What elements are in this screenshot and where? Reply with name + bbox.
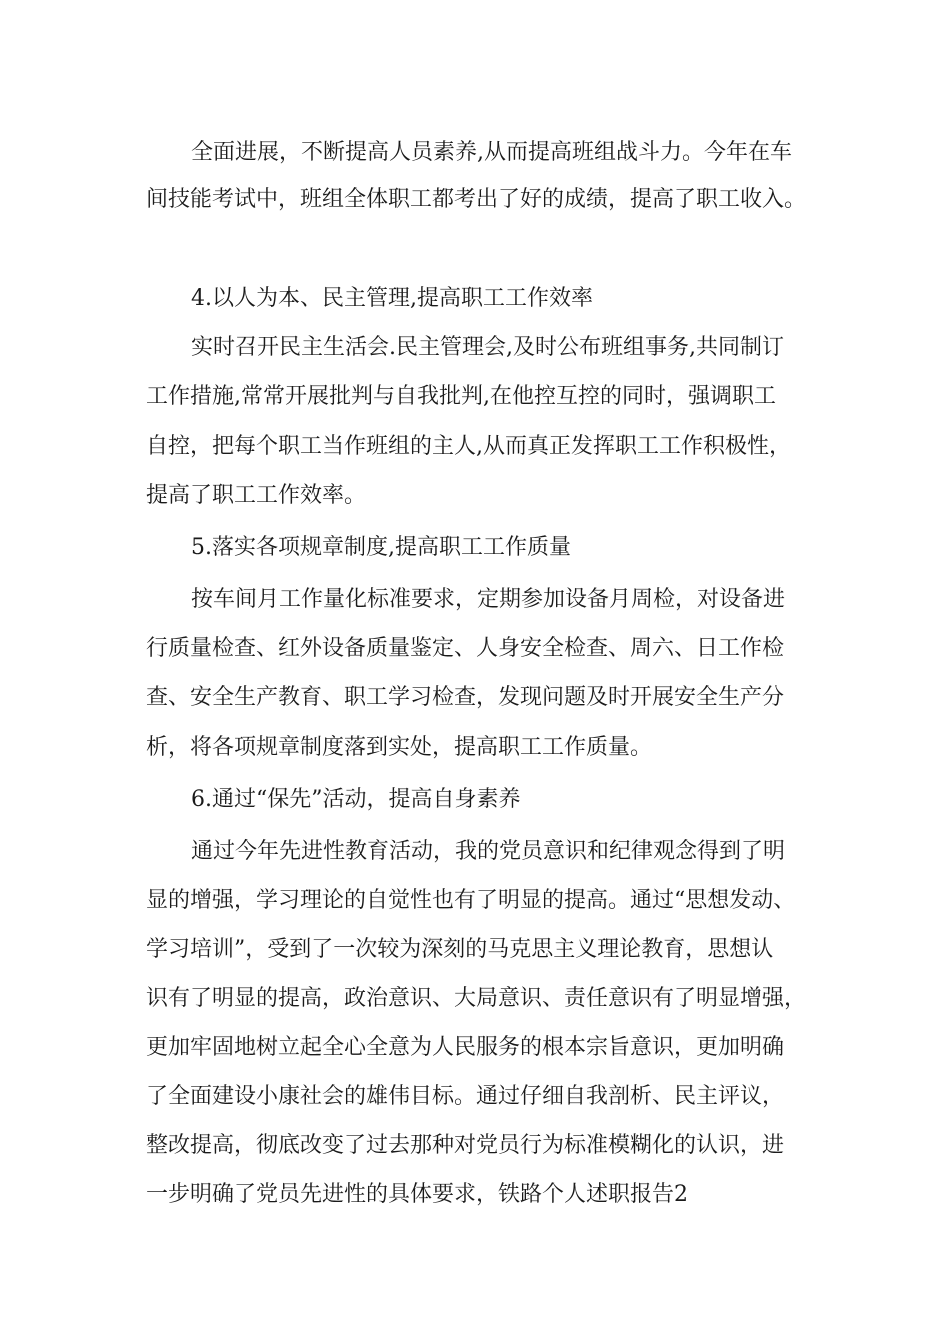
section-heading: 6.通过“保先”活动，提高自身素养 — [191, 787, 521, 812]
paragraph-line: 查、安全生产教育、职工学习检查，发现问题及时开展安全生产分 — [146, 685, 785, 710]
paragraph-line: 通过今年先进性教育活动，我的党员意识和纪律观念得到了明 — [191, 839, 786, 864]
paragraph-line: 间技能考试中，班组全体职工都考出了好的成绩，提高了职工收入。 — [146, 187, 807, 212]
section-heading: 4.以人为本、民主管理,提高职工工作效率 — [191, 286, 593, 311]
paragraph-line: 工作措施,常常开展批判与自我批判,在他控互控的同时，强调职工 — [146, 384, 776, 409]
paragraph-line: 提高了职工工作效率。 — [146, 483, 367, 508]
paragraph-line: 学习培训”，受到了一次较为深刻的马克思主义理论教育，思想认 — [146, 937, 774, 962]
paragraph-line: 自控，把每个职工当作班组的主人,从而真正发挥职工工作积极性， — [146, 434, 791, 459]
paragraph-line: 更加牢固地树立起全心全意为人民服务的根本宗旨意识，更加明确 — [146, 1035, 785, 1060]
paragraph-line: 整改提高，彻底改变了过去那种对党员行为标准模糊化的认识，进 — [146, 1133, 785, 1158]
paragraph-line: 析，将各项规章制度落到实处，提高职工工作质量。 — [146, 735, 653, 760]
paragraph-line: 实时召开民主生活会.民主管理会,及时公布班组事务,共同制订 — [191, 335, 784, 360]
paragraph-line: 行质量检查、红外设备质量鉴定、人身安全检查、周六、日工作检 — [146, 636, 785, 661]
paragraph-line: 一步明确了党员先进性的具体要求，铁路个人述职报告2 — [146, 1182, 688, 1207]
paragraph-line: 了全面建设小康社会的雄伟目标。通过仔细自我剖析、民主评议， — [146, 1084, 785, 1109]
paragraph-line: 识有了明显的提高，政治意识、大局意识、责任意识有了明显增强， — [146, 986, 807, 1011]
paragraph-line: 按车间月工作量化标准要求，定期参加设备月周检，对设备进 — [191, 587, 786, 612]
section-heading: 5.落实各项规章制度,提高职工工作质量 — [191, 535, 571, 560]
paragraph-line: 显的增强，学习理论的自觉性也有了明显的提高。通过“思想发动、 — [146, 888, 796, 913]
paragraph-line: 全面进展，不断提高人员素养,从而提高班组战斗力。今年在车 — [191, 140, 792, 165]
